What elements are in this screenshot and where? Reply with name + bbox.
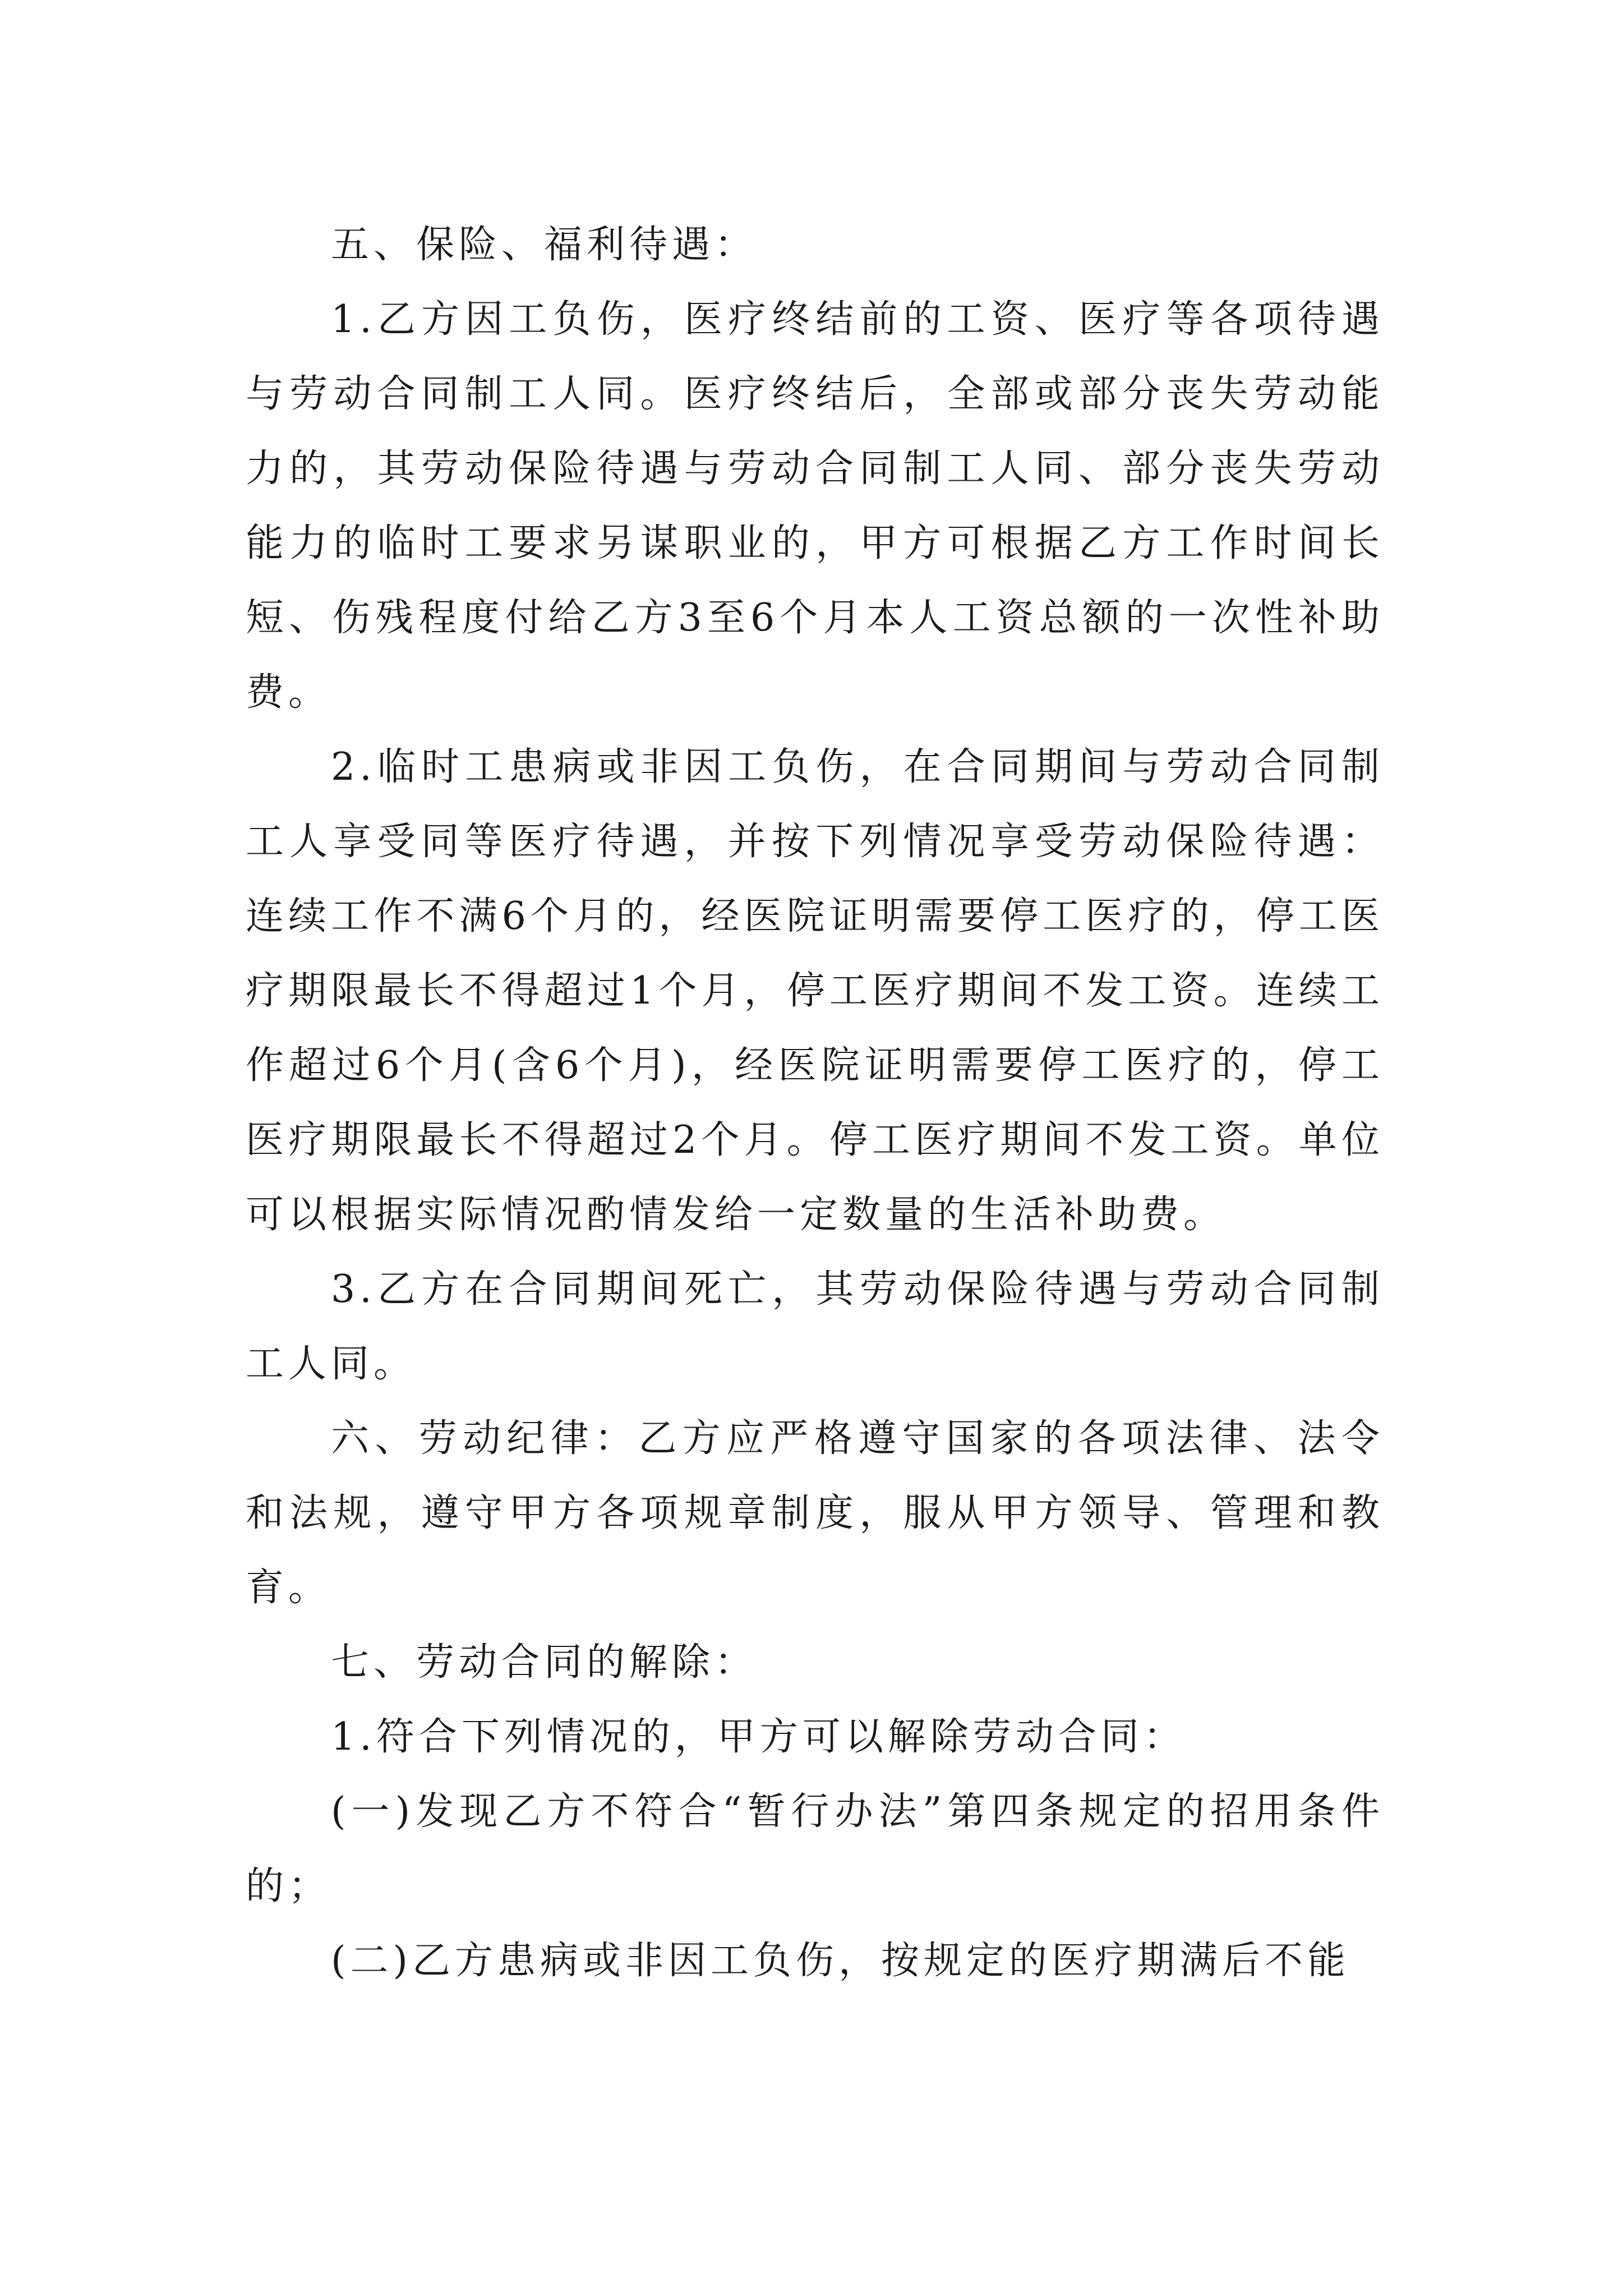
paragraph-termination-conditions: 1.符合下列情况的，甲方可以解除劳动合同： [331,1715,1186,1759]
paragraph-injury-benefits: 1.乙方因工负伤，医疗终结前的工资、医疗等各项待遇与劳动合同制工人同。医疗终结后，全部或部分丧失劳动能力的，其劳动保险待遇与劳动合同制工人同、部分丧失劳动能力的临时工要求另谋职业的，甲方可根据乙方工作时间长短、伤残程度付给乙方3至6个月本人工资总额的一次性补助费。 [246,297,1384,715]
section-seven-heading: 七、劳动合同的解除： [331,1640,758,1685]
clause-item-two: (二)乙方患病或非因工负伤，按规定的医疗期满后不能 [331,1939,1350,1983]
section-six-discipline: 六、劳动纪律：乙方应严格遵守国家的各项法律、法令和法规，遵守甲方各项规章制度，服从甲方领导、管理和教育。 [246,1416,1384,1610]
paragraph-death-benefits: 3.乙方在合同期间死亡，其劳动保险待遇与劳动合同制工人同。 [246,1267,1384,1386]
clause-item-one: (一)发现乙方不符合“暂行办法”第四条规定的招用条件的； [246,1789,1384,1908]
paragraph-illness-benefits: 2.临时工患病或非因工负伤，在合同期间与劳动合同制工人享受同等医疗待遇，并按下列情况享受劳动保险待遇：连续工作不满6个月的，经医院证明需要停工医疗的，停工医疗期限最长不得超过1个月，停工医疗期间不发工资。连续工作超过6个月(含6个月)，经医院证明需要停工医疗的，停工医疗期限最长不得超过2个月。停工医疗期间不发工资。单位可以根据实际情况酌情发给一定数量的生活补助费。 [246,745,1385,1237]
section-five-heading: 五、保险、福利待遇： [331,223,758,267]
document-body [246,208,1384,1998]
